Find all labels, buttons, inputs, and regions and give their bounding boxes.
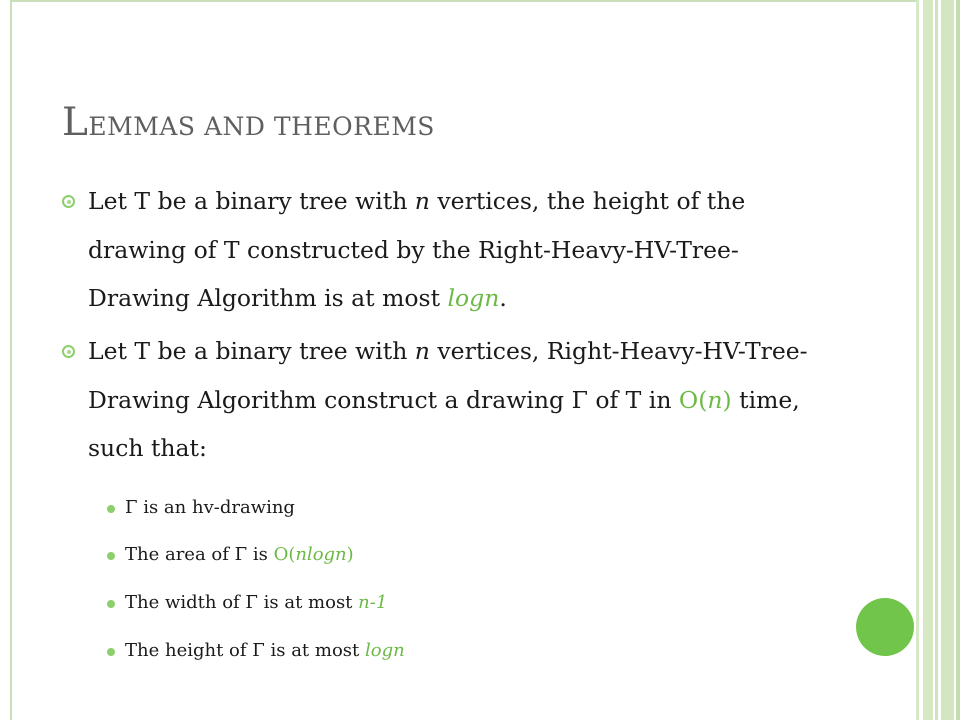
math-n: n (707, 385, 723, 414)
big-o-close: ) (346, 544, 354, 565)
big-o-open: O( (273, 544, 296, 565)
sub-bullet-dot-icon (107, 505, 115, 513)
bullet-text: vertices, the height of the drawing of T constructed by the Right-Heavy-HV-Tree-Drawing Algorithm is at most (88, 187, 746, 312)
slide-title (62, 100, 435, 145)
sub-bullet-hv-drawing (125, 496, 295, 520)
decor-circle (856, 598, 914, 656)
sub-bullet-area (125, 543, 354, 567)
math-logn: logn (447, 284, 500, 312)
big-o-open: O( (678, 385, 708, 414)
decor-stripe (956, 0, 960, 720)
sub-bullet-width (125, 591, 387, 615)
frame-left-line (10, 0, 12, 720)
decor-stripe (923, 0, 933, 720)
title-cap: L (62, 100, 89, 145)
bullet-text: time, such that: (88, 385, 800, 462)
sub-bullet-text: The height of Γ is at most (125, 640, 365, 661)
sub-bullet-text: The width of Γ is at most (125, 592, 359, 613)
frame-top-line (10, 0, 918, 2)
math-n: n (414, 337, 430, 365)
math-n: n (414, 187, 430, 215)
bullet-text: vertices, Right-Heavy-HV-Tree-Drawing Algorithm construct a drawing Γ of T in (88, 337, 808, 414)
bullet-marker-icon (62, 195, 75, 208)
math-nlogn: nlogn (295, 544, 347, 565)
sub-bullet-height (125, 639, 405, 663)
decor-stripe (935, 0, 938, 720)
bullet-theorem-drawing (88, 327, 828, 473)
bullet-text: . (499, 284, 507, 312)
decor-stripe (916, 0, 919, 720)
title-rest: EMMAS AND THEOREMS (88, 112, 435, 141)
sub-bullet-text: The area of Γ is (125, 544, 274, 565)
big-o-close: ) (722, 385, 732, 414)
math-logn: logn (364, 640, 405, 661)
bullet-text: Let T be a binary tree with (88, 337, 415, 365)
math-n-minus-1: n-1 (358, 592, 388, 613)
sub-bullet-dot-icon (107, 648, 115, 656)
decor-stripe (941, 0, 954, 720)
sub-bullet-dot-icon (107, 600, 115, 608)
sub-bullet-text: Γ is an hv-drawing (125, 497, 295, 518)
bullet-marker-icon (62, 345, 75, 358)
sub-bullet-dot-icon (107, 552, 115, 560)
bullet-text: Let T be a binary tree with (88, 187, 415, 215)
bullet-lemma-height (88, 177, 828, 323)
